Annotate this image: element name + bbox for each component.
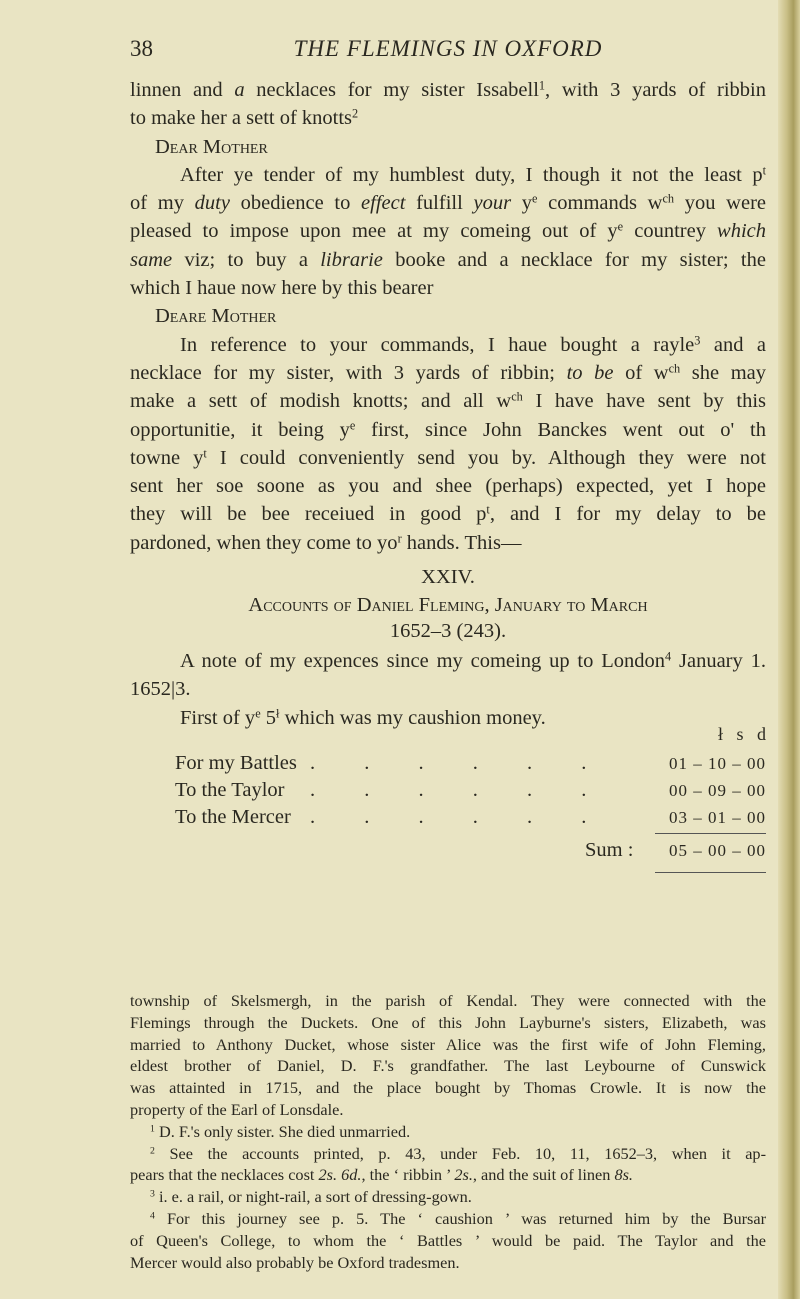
footnote-marker: 1 bbox=[538, 78, 546, 93]
italic-text: which bbox=[717, 220, 766, 243]
text-run: married to Anthony Ducket, whose sister Alice was the first wife of John Fleming, bbox=[130, 1034, 766, 1054]
page-header bbox=[130, 36, 766, 66]
text-line bbox=[130, 472, 766, 500]
text-run: Flemings through the Duckets. One of this John Layburne's sisters, Elizabeth, was bbox=[130, 1012, 766, 1032]
text-run: In reference to your commands, I haue bought a rayle bbox=[180, 333, 695, 356]
text-run: I have have sent by this bbox=[522, 390, 766, 413]
account-label: To the Taylor bbox=[175, 779, 285, 801]
text-run: 1652|3. bbox=[130, 678, 191, 701]
footnote-marker: 3 bbox=[694, 332, 701, 347]
text-run: opportunitie, it being y bbox=[130, 418, 350, 441]
footnotes bbox=[130, 990, 766, 1273]
text-line bbox=[130, 444, 766, 472]
accounts-table bbox=[0, 724, 766, 874]
text-run: See the accounts printed, p. 43, under Feb. 10, 11, 1652–3, when it ap- bbox=[154, 1143, 766, 1163]
text-line bbox=[130, 104, 766, 132]
accounts-intro bbox=[130, 647, 766, 732]
text-run: i. e. a rail, or night-rail, a sort of dressing-gown. bbox=[154, 1187, 472, 1207]
text-run: hands. This— bbox=[401, 531, 522, 554]
text-run: D. F.'s only sister. She died unmarried. bbox=[154, 1121, 411, 1141]
account-value: 01 – 10 – 00 bbox=[669, 754, 766, 773]
footnote-marker: e bbox=[617, 219, 624, 234]
text-run: of my bbox=[130, 192, 195, 215]
text-run: , and I for my delay to be bbox=[489, 503, 766, 526]
footnote-marker: 2 bbox=[352, 106, 359, 121]
text-line bbox=[130, 647, 766, 675]
footnote-marker: t bbox=[762, 163, 766, 178]
text-run: first, since John Banckes went out o' th bbox=[355, 418, 766, 441]
footnote-marker: ch bbox=[668, 361, 681, 376]
text-run: make a sett of modish knotts; and all w bbox=[130, 390, 512, 413]
running-title: THE FLEMINGS IN OXFORD bbox=[293, 36, 603, 61]
text-line bbox=[130, 302, 766, 330]
sum-value: 05 – 00 – 00 bbox=[669, 841, 766, 860]
section-subtitle: 1652–3 (243). bbox=[389, 620, 507, 642]
text-run: to make her a sett of knotts bbox=[130, 107, 353, 130]
text-line bbox=[130, 76, 766, 104]
text-line bbox=[130, 529, 766, 557]
account-label: For my Battles bbox=[175, 752, 297, 774]
text-run: After ye tender of my humblest duty, I though it not the least p bbox=[180, 163, 763, 186]
footnote-marker: t bbox=[203, 446, 207, 461]
text-run: you were bbox=[674, 192, 767, 215]
text-run: booke and a necklace for my sister; the bbox=[382, 248, 766, 271]
footnote-line bbox=[130, 1055, 766, 1077]
text-line bbox=[130, 675, 766, 703]
text-run: Dear Mother bbox=[155, 135, 268, 158]
text-run: property of the Earl of Lonsdale. bbox=[130, 1099, 344, 1119]
footnote-line bbox=[130, 1099, 766, 1121]
footnote-marker: r bbox=[397, 531, 402, 545]
footnote-line bbox=[130, 1252, 766, 1274]
footnote-line bbox=[130, 1186, 766, 1208]
leader-dots: . . . . . . bbox=[310, 779, 609, 801]
text-run: pleased to impose upon mee at my comeing out of y bbox=[130, 220, 618, 243]
footnote-line bbox=[130, 1208, 766, 1230]
text-line bbox=[130, 246, 766, 274]
italic-text: your bbox=[473, 192, 512, 215]
account-label: To the Mercer bbox=[175, 806, 291, 828]
text-run: and a bbox=[700, 333, 766, 356]
text-line bbox=[130, 217, 766, 245]
footnote-marker: 2 bbox=[150, 1145, 155, 1157]
text-run: y bbox=[511, 192, 532, 215]
text-line bbox=[130, 387, 766, 415]
text-run: sent her soe soone as you and shee (perhaps) expected, yet I hope bbox=[130, 475, 766, 498]
footnote-line bbox=[130, 1230, 766, 1252]
footnote-marker: ch bbox=[662, 191, 675, 206]
page-number: 38 bbox=[130, 36, 153, 61]
footnote-line bbox=[130, 990, 766, 1012]
footnote-line bbox=[130, 1012, 766, 1034]
sum-label: Sum : bbox=[585, 839, 634, 861]
footnote-marker: 1 bbox=[150, 1123, 155, 1135]
italic-text: effect bbox=[361, 192, 406, 215]
text-run: First of y bbox=[180, 706, 256, 729]
text-run: 5 bbox=[260, 706, 277, 729]
footnote-marker: 4 bbox=[665, 649, 672, 664]
text-run: of w bbox=[613, 361, 669, 384]
section-title: Accounts of Daniel Fleming, January to March bbox=[248, 594, 648, 616]
footnote-line bbox=[130, 1143, 766, 1165]
footnote-marker: ł bbox=[276, 705, 280, 720]
account-value: 00 – 09 – 00 bbox=[669, 781, 766, 800]
italic-text: a bbox=[234, 79, 245, 101]
text-run: was attainted in 1715, and the place bought by Thomas Crowle. It is now the bbox=[130, 1078, 766, 1098]
text-line bbox=[130, 500, 766, 528]
text-run: necklaces for my sister Issabell bbox=[244, 79, 539, 101]
currency-columns-header: ł s d bbox=[717, 724, 766, 744]
footnote-line bbox=[130, 1164, 766, 1186]
italic-text: duty bbox=[194, 192, 230, 215]
text-run: township of Skelsmergh, in the parish of Kendal. They were connected with the bbox=[130, 991, 766, 1010]
footnote-marker: 3 bbox=[150, 1188, 155, 1200]
italic-text: 2s. bbox=[454, 1165, 473, 1185]
italic-text: 8s. bbox=[614, 1165, 633, 1185]
italic-text: librarie bbox=[320, 248, 383, 271]
account-row bbox=[0, 806, 766, 834]
book-binding-edge bbox=[778, 0, 800, 1299]
text-run: fulfill bbox=[405, 192, 474, 215]
leader-dots: . . . . . . bbox=[310, 806, 609, 828]
account-row bbox=[0, 752, 766, 780]
text-run: countrey bbox=[623, 220, 718, 243]
account-value: 03 – 01 – 00 bbox=[669, 808, 766, 827]
footnote-line bbox=[130, 1034, 766, 1056]
text-run: A note of my expences since my comeing up to London bbox=[180, 650, 665, 672]
text-run: they will be bee receiued in good p bbox=[130, 503, 487, 526]
text-line bbox=[130, 274, 766, 302]
text-run: linnen and bbox=[130, 79, 235, 101]
text-run: January 1. bbox=[671, 650, 766, 672]
text-run: commands w bbox=[537, 192, 663, 215]
text-line bbox=[130, 189, 766, 217]
text-line bbox=[130, 133, 766, 161]
text-run: viz; to buy a bbox=[172, 248, 321, 271]
footnote-line bbox=[130, 1077, 766, 1099]
text-run: she may bbox=[680, 361, 766, 384]
text-run: necklace for my sister, with 3 yards of ribbin; bbox=[130, 361, 567, 384]
text-run: , and the suit of linen bbox=[472, 1165, 615, 1185]
text-run: obedience to bbox=[229, 192, 362, 215]
italic-text: to be bbox=[566, 361, 614, 384]
sum-rule-bottom bbox=[655, 872, 766, 873]
text-line bbox=[130, 359, 766, 387]
text-run: Mercer would also probably be Oxford tradesmen. bbox=[130, 1252, 460, 1272]
text-run: For this journey see p. 5. The ‘ caushion ’ was returned him by the Bursar bbox=[154, 1208, 766, 1228]
italic-text: 2s. 6d. bbox=[318, 1165, 362, 1185]
text-run: towne y bbox=[130, 446, 204, 469]
account-row bbox=[0, 779, 766, 807]
footnote-marker: ch bbox=[511, 389, 523, 404]
text-run: , the ‘ ribbin ’ bbox=[361, 1165, 455, 1185]
text-run: pears that the necklaces cost bbox=[130, 1165, 319, 1185]
letter-text bbox=[130, 76, 766, 557]
italic-text: same bbox=[130, 248, 173, 271]
text-run: of Queen's College, to whom the ‘ Battles ’ would be paid. The Taylor and the bbox=[130, 1230, 766, 1250]
section-number: XXIV. bbox=[421, 566, 475, 588]
footnote-marker: 4 bbox=[150, 1210, 155, 1222]
text-line bbox=[130, 416, 766, 444]
text-run: , with 3 yards of ribbin bbox=[545, 79, 766, 101]
footnote-marker: e bbox=[255, 705, 261, 720]
text-run: which was my caushion money. bbox=[279, 706, 546, 729]
text-run: which I haue now here by this bearer bbox=[130, 277, 434, 300]
text-run: eldest brother of Daniel, D. F.'s grandfather. The last Leybourne of Cunswick bbox=[130, 1056, 766, 1076]
footnote-marker: t bbox=[486, 502, 490, 517]
footnote-marker: e bbox=[349, 417, 356, 432]
text-line bbox=[130, 331, 766, 359]
leader-dots: . . . . . . bbox=[310, 752, 609, 774]
text-run: Deare Mother bbox=[155, 305, 277, 328]
footnote-marker: e bbox=[532, 191, 538, 206]
text-run: pardoned, when they come to yo bbox=[130, 531, 398, 554]
text-run: I could conveniently send you by. Although they were not bbox=[206, 446, 766, 469]
footnote-line bbox=[130, 1121, 766, 1143]
text-line bbox=[130, 161, 766, 189]
sum-rule-top bbox=[655, 833, 766, 834]
